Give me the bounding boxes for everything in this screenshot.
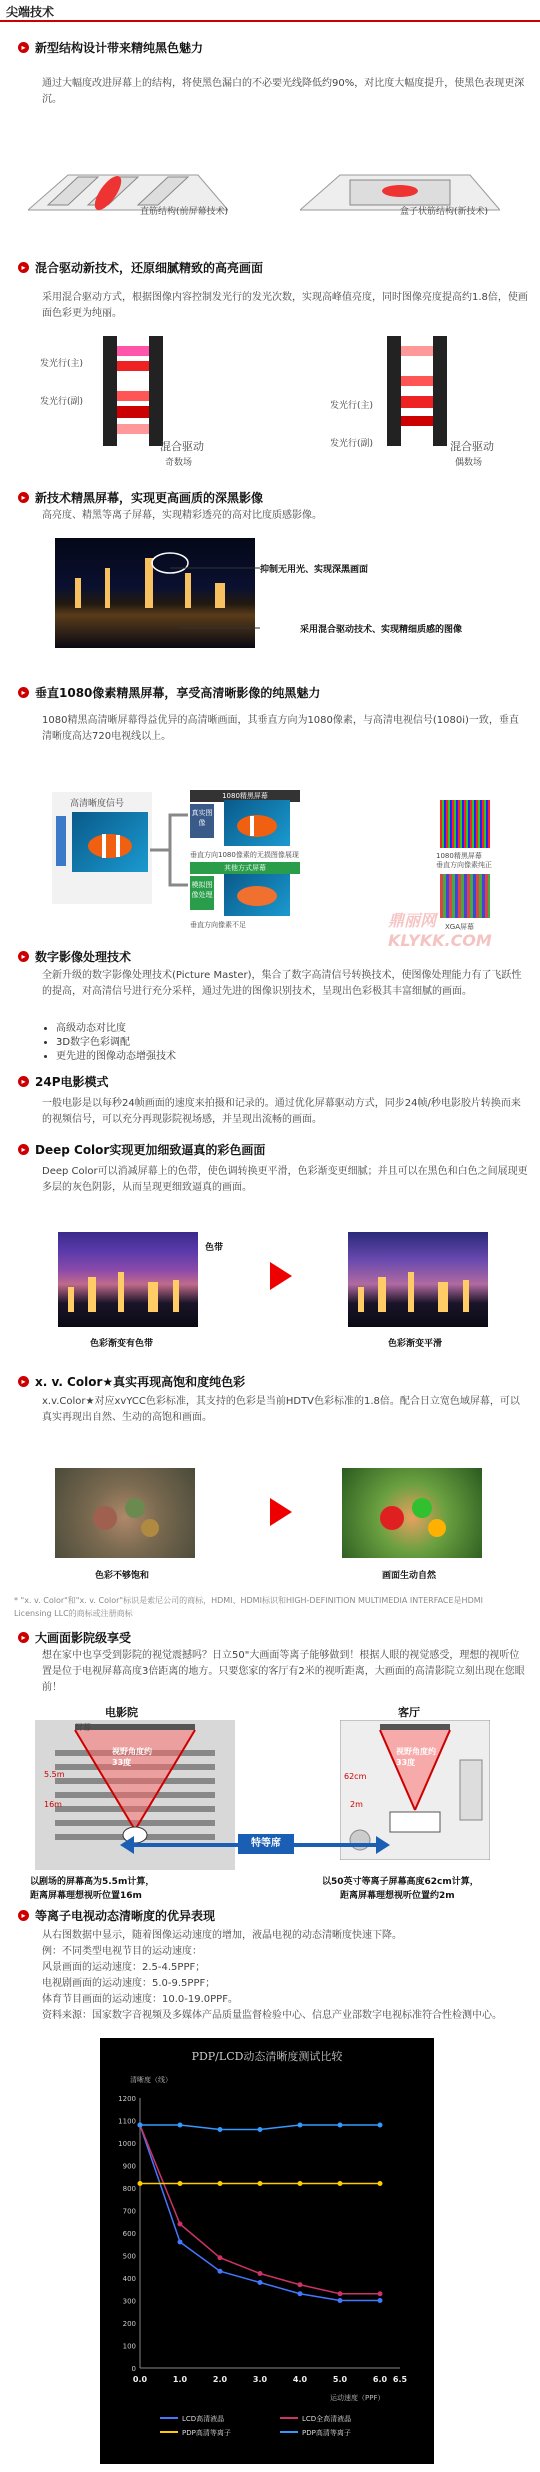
bullet-icon: ▸	[18, 1076, 29, 1087]
section-text-24p: 一般电影是以每秒24帧画面的速度来拍摄和记录的。通过优化屏幕驱动方式，同步24帧/秒电影胶片转换而来的视频信号，可以充分再现影院视场感，并呈现出流畅的画面。	[42, 1098, 521, 1125]
chart-point	[258, 2181, 263, 2186]
section-title-black-panel: ▸ 新技术精黑屏幕，实现更高画质的深黑影像	[18, 488, 263, 506]
bullet-icon: ▸	[18, 1910, 29, 1921]
note-1080: 垂直方向1080像素的无损图像展现	[190, 851, 299, 859]
chart-point	[298, 2282, 303, 2287]
text-line: 风景画面的运动速度：2.5-4.5PPF；	[42, 1962, 206, 1973]
section-text-hybrid-drive: 采用混合驱动方式，根据图像内容控制发光行的发光次数，实现高峰值亮度，同时图像亮度提高约1.8倍，使画面色彩更为纯丽。	[42, 292, 528, 319]
label-xga: XGA屏幕	[445, 923, 475, 931]
chart-point	[218, 2269, 223, 2274]
chart-point	[338, 2298, 343, 2303]
chart-y-tick: 1200	[118, 2095, 136, 2103]
label-main-row-left: 发光行(主)	[40, 359, 84, 369]
chart-y-tick: 200	[122, 2320, 136, 2328]
arrow-right-icon	[270, 1498, 292, 1526]
chart-point	[258, 2127, 263, 2132]
chart-y-tick: 100	[122, 2342, 136, 2351]
section-title-24p: ▸ 24P电影模式	[18, 1072, 109, 1090]
bullet-icon: ▸	[18, 1144, 29, 1155]
label-hd-signal: 高清晰度信号	[70, 799, 125, 809]
label-cinema: 电影院	[105, 1706, 138, 1719]
list-item: • 3D数字色彩调配	[56, 1036, 522, 1050]
motion-chart-svg	[100, 2038, 434, 2464]
motion-chart	[100, 2038, 434, 2464]
label-hybrid-left: 混合驱动	[160, 440, 204, 453]
feature-list	[42, 1022, 522, 1064]
chart-legend-label: PDP高清等离子	[302, 2429, 351, 2437]
chart-point	[378, 2291, 383, 2296]
chart-point	[298, 2123, 303, 2128]
caption-banded: 色彩渐变有色带	[90, 1339, 154, 1349]
bullet-icon: ▸	[18, 687, 29, 698]
chart-y-tick: 300	[122, 2297, 136, 2306]
section-title-motion: ▸ 等离子电视动态清晰度的优异表现	[18, 1906, 215, 1924]
chart-ylabel: 清晰度（线）	[130, 2076, 172, 2084]
caption-cinema-1: 以剧场的屏幕高为5.5m计算，	[30, 1877, 155, 1887]
caption-dull: 色彩不够饱和	[95, 1571, 150, 1581]
label-sub-row-right: 发光行(副)	[330, 439, 374, 449]
chart-point	[378, 2123, 383, 2128]
hd-source-panel	[52, 792, 152, 904]
chart-y-tick: 1000	[118, 2140, 136, 2148]
text-line: 电视剧画面的运动速度：5.0-9.5PPF；	[42, 1978, 216, 1989]
section-text-xvcolor: x.v.Color★对应xvYCC色彩标准，其支持的色彩是当前HDTV色彩标准的1.8倍。配合日立宽色域屏幕，可以真实再现出自然、生动的高饱和画面。	[42, 1396, 520, 1423]
chart-x-tick: 1.0	[172, 2375, 188, 2384]
bullet-icon: ▸	[18, 42, 29, 53]
chart-x-tick: 4.0	[292, 2375, 308, 2384]
chart-title: PDP/LCD动态清晰度测试比较	[191, 2050, 343, 2063]
badge-same-seat: 特等席	[238, 1834, 294, 1854]
chart-point	[338, 2123, 343, 2128]
city-photo-smooth	[348, 1232, 488, 1327]
chart-point	[258, 2280, 263, 2285]
chart-y-tick: 600	[122, 2230, 136, 2238]
salad-photo-dull	[55, 1468, 195, 1558]
text-line: 例：不同类型电视节目的运动速度：	[42, 1946, 202, 1957]
bullet-icon: ▸	[18, 492, 29, 503]
section-text-black-panel: 高亮度、精黑等离子屏幕，实现精彩透亮的高对比度质感影像。	[42, 510, 322, 521]
text-line: 从右图数据中显示，随着图像运动速度的增加，液晶电视的动态清晰度快速下降。	[42, 1930, 402, 1941]
label-sub-row-left: 发光行(副)	[40, 397, 84, 407]
section-title-deep-color: ▸ Deep Color实现更加细致逼真的彩色画面	[18, 1140, 265, 1158]
chart-xlabel: 运动速度（PPF）	[330, 2394, 385, 2402]
chart-y-tick: 900	[122, 2162, 136, 2171]
list-item: • 更先进的图像动态增强技术	[56, 1050, 522, 1064]
chart-x-tick: 6.0	[372, 2375, 388, 2384]
watermark: 鼎丽网 KLYKK.COM	[388, 911, 492, 950]
label-1080-closeup: 1080精黑屏幕 垂直方向像素纯正	[436, 852, 492, 869]
section-text-digital-processing: 全新升级的数字影像处理技术(Picture Master)，集合了数字高清信号转换技术，使图像处理能力有了飞跃性的提高，对高清信号进行充分采样，通过先进的图像识别技术，呈现出色彩极其丰富细腻的画面。	[42, 970, 522, 997]
section-text-structure: 通过大幅度改进屏幕上的结构，将使黑色漏白的不必要光线降低约90%，对比度大幅度提升，使黑色表现更深沉。	[42, 78, 525, 105]
chart-x-tick: 3.0	[252, 2375, 268, 2384]
chart-y-tick: 400	[122, 2275, 136, 2283]
section-title-big-screen: ▸ 大画面影院级享受	[18, 1628, 131, 1646]
salad-photo-vivid	[342, 1468, 482, 1558]
trademark-note: * "x. v. Color"和"x. v. Color"标识是索尼公司的商标，HDMI、HDMI标识和HIGH-DEFINITION MULTIMEDIA INTERFACE是HDMI Licensing LLC的商标或注册商标	[14, 1596, 483, 1618]
hybrid-drive-even-diagram	[372, 336, 462, 466]
label-suppress-light: 抑制无用光、实现深黑画面	[260, 565, 369, 575]
caption-old-structure: 直筋结构(前屏幕技术)	[140, 207, 229, 217]
dim-living-height: 62cm	[344, 1772, 367, 1781]
section-text-1080: 1080精黑高清晰屏幕得益优异的高清晰画面，其垂直方向为1080像素，与高清电视信号(1080i)一致，垂直清晰度高达720电视线以上。	[42, 715, 519, 742]
callout-lines	[170, 548, 270, 638]
arrow-right-icon	[270, 1262, 292, 1290]
bullet-icon: ▸	[18, 1632, 29, 1643]
chart-point	[178, 2240, 183, 2245]
bullet-icon: ▸	[18, 951, 29, 962]
label-hybrid-right: 混合驱动	[450, 440, 494, 453]
chart-y-tick: 800	[122, 2185, 136, 2193]
text-line: 体育节目画面的运动速度：10.0-19.0PPF。	[42, 1994, 238, 2005]
chart-legend-label: PDP高清等离子	[182, 2429, 231, 2437]
chart-x-tick: 0.0	[132, 2375, 148, 2384]
split-arrow	[150, 800, 190, 900]
label-screen: 屏幕	[75, 1723, 91, 1732]
caption-cinema-2: 距离屏幕理想视听位置16m	[30, 1891, 142, 1901]
tag-other-panel: 其他方式屏幕	[190, 862, 300, 874]
section-title-xvcolor: ▸ x. v. Color★真实再现高饱和度纯色彩	[18, 1372, 245, 1390]
label-main-row-right: 发光行(主)	[330, 401, 374, 411]
caption-living-1: 以50英寸等离子屏幕高度62cm计算，	[322, 1877, 479, 1887]
label-view-angle-right: 视野角度约33度	[396, 1747, 436, 1767]
chart-point	[178, 2222, 183, 2227]
label-living-room: 客厅	[398, 1706, 420, 1719]
chart-point	[338, 2181, 343, 2186]
top-bar	[0, 0, 540, 22]
page-title: 尖端技术	[6, 5, 55, 19]
section-text-big-screen: 想在家中也享受到影院的视觉震撼吗？日立50"大画面等离子能够做到！根据人眼的视觉感受，理想的视听位置是位于电视屏幕高度3倍距离的地方。只要您家的客厅有2米的视听距离，大画面的高清影院立刻出现在您眼前！	[42, 1650, 525, 1693]
pixel-closeup-1080	[440, 800, 490, 848]
section-title-hybrid-drive: ▸ 混合驱动新技术，还原细腻精致的高亮画面	[18, 258, 263, 276]
chart-point	[218, 2127, 223, 2132]
section-title-structure: ▸ 新型结构设计带来精纯黑色魅力	[18, 38, 203, 56]
label-view-angle-left: 视野角度约33度	[112, 1747, 152, 1767]
chart-y-tick: 700	[122, 2207, 136, 2216]
section-title-digital-processing: ▸ 数字影像处理技术	[18, 947, 131, 965]
label-hybrid-tech: 采用混合驱动技术、实现精细质感的图像	[300, 625, 463, 635]
label-odd-field: 奇数场	[165, 458, 193, 468]
chart-x-tick: 5.0	[332, 2375, 348, 2384]
chart-y-tick: 1100	[118, 2117, 136, 2126]
chart-legend-label: LCD高清液晶	[182, 2415, 225, 2423]
label-even-field: 偶数场	[455, 458, 483, 468]
vertical-pixel-indicator	[56, 816, 66, 866]
chart-point	[218, 2181, 223, 2186]
list-item: • 高级动态对比度	[56, 1022, 522, 1036]
box-analog-processing: 模拟图像处理	[190, 876, 214, 910]
chart-point	[378, 2181, 383, 2186]
chart-point	[138, 2181, 143, 2186]
caption-living-2: 距离屏幕理想视听位置约2m	[340, 1891, 455, 1901]
section-text-motion	[42, 1928, 528, 2024]
caption-new-structure: 盒子状筋结构(新技术)	[400, 207, 489, 217]
chart-point	[258, 2271, 263, 2276]
city-photo-banded	[58, 1232, 198, 1327]
caption-vivid: 画面生动自然	[382, 1571, 437, 1581]
caption-smooth: 色彩渐变平滑	[388, 1339, 443, 1349]
chart-point	[178, 2123, 183, 2128]
chart-point	[378, 2298, 383, 2303]
chart-point	[298, 2181, 303, 2186]
chart-x-tick: 6.5	[392, 2375, 408, 2384]
chart-point	[298, 2291, 303, 2296]
fish-image-1080	[224, 800, 290, 846]
chart-point	[338, 2291, 343, 2296]
tag-1080-panel: 1080精黑屏幕	[190, 790, 300, 802]
chart-legend-label: LCD全高清液晶	[302, 2415, 352, 2423]
bullet-icon: ▸	[18, 1376, 29, 1387]
fish-image-other	[224, 874, 290, 916]
section-title-1080: ▸ 垂直1080像素精黑屏幕，享受高清晰影像的纯黑魅力	[18, 683, 320, 701]
chart-point	[178, 2181, 183, 2186]
bullet-icon: ▸	[18, 262, 29, 273]
fish-image-source	[72, 812, 148, 872]
chart-point	[218, 2255, 223, 2260]
box-real-image: 真实图像	[190, 804, 214, 838]
label-color-band: 色带	[205, 1243, 224, 1253]
chart-point	[138, 2123, 143, 2128]
chart-y-tick: 0	[131, 2365, 136, 2373]
chart-x-tick: 2.0	[212, 2375, 228, 2384]
chart-series-line	[140, 2125, 380, 2294]
note-other: 垂直方向像素不足	[190, 921, 246, 929]
dim-living-distance: 2m	[350, 1800, 363, 1809]
dim-cinema-distance: 16m	[44, 1800, 62, 1809]
section-text-deep-color: Deep Color可以消减屏幕上的色带，使色调转换更平滑，色彩渐变更细腻；并且可以在黑色和白色之间展现更多层的灰色阴影，从而呈现更细致逼真的画面。	[42, 1166, 528, 1193]
dim-cinema-height: 5.5m	[44, 1770, 65, 1779]
text-line: 资料来源：国家数字音视频及多媒体产品质量监督检验中心、信息产业部数字电视标准符合性检测中心。	[42, 2010, 502, 2021]
chart-y-tick: 500	[122, 2252, 136, 2261]
